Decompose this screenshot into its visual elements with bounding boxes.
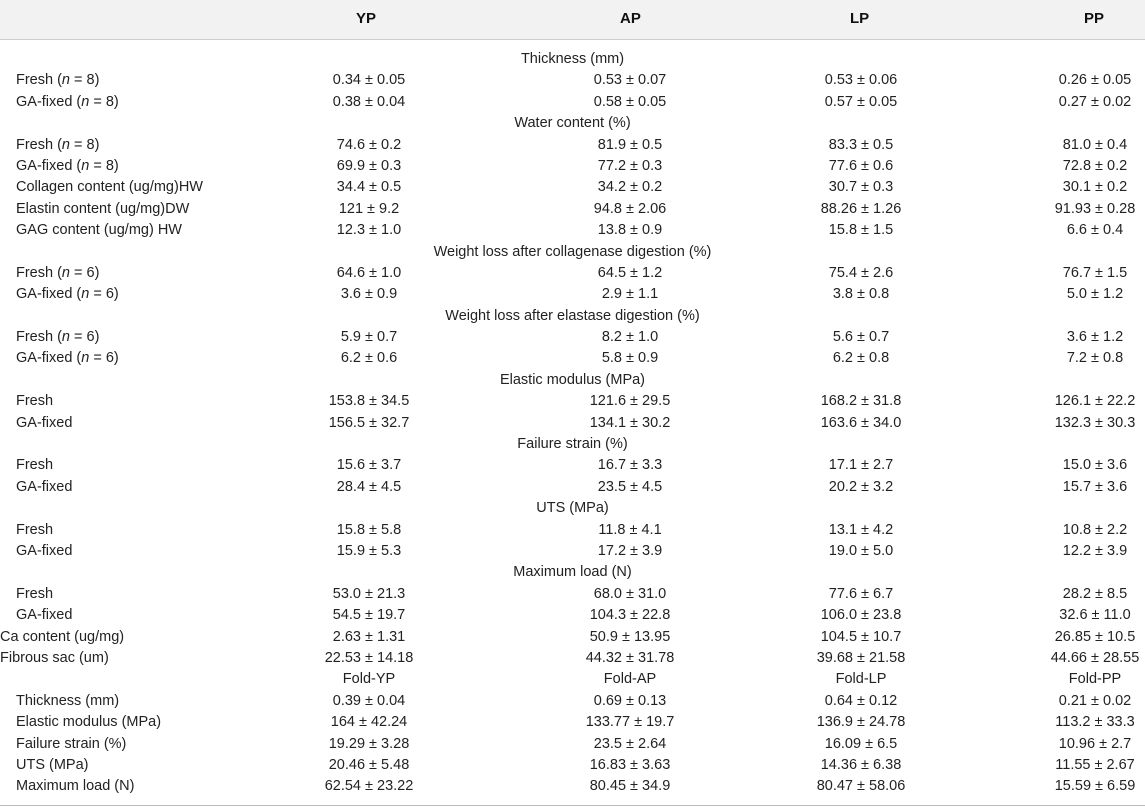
sample-size-value: = 6) (70, 329, 100, 346)
table-cell: 6.6 ± 0.4 (1066, 222, 1124, 239)
table-cell: 11.8 ± 4.1 (598, 521, 662, 538)
sample-size-symbol: n (61, 264, 70, 281)
table-cell: 134.1 ± 30.2 (589, 414, 671, 431)
table-cell: 15.7 ± 3.6 (1062, 478, 1128, 495)
table-cell: 23.5 ± 4.5 (597, 478, 663, 495)
row-label (16, 734, 126, 755)
row-label-text: Fresh (16, 585, 54, 602)
table-row (0, 776, 1145, 797)
table-cell: 72.8 ± 0.2 (1062, 157, 1128, 174)
table-row (0, 391, 1145, 412)
section-title: Weight loss after elastase digestion (%) (445, 307, 700, 324)
table-cell: Fold-LP (835, 671, 887, 688)
row-label (16, 691, 119, 712)
table-cell: 26.85 ± 10.5 (1054, 628, 1136, 645)
table-cell: 64.6 ± 1.0 (336, 264, 402, 281)
row-label (16, 92, 119, 113)
table-cell: 74.6 ± 0.2 (336, 136, 402, 153)
table-row (0, 284, 1145, 305)
row-label (16, 348, 119, 369)
row-label-text: GA-fixed (16, 478, 73, 495)
sample-size-symbol: n (81, 286, 90, 303)
table-cell: 0.53 ± 0.07 (593, 72, 667, 89)
section-title: Failure strain (%) (517, 436, 628, 453)
table-cell: 113.2 ± 33.3 (1055, 714, 1135, 731)
table-cell: 126.1 ± 22.2 (1054, 393, 1136, 410)
table-cell: 3.6 ± 1.2 (1066, 329, 1124, 346)
table-cell: 62.54 ± 23.22 (324, 778, 414, 795)
table-cell: 15.6 ± 3.7 (336, 457, 402, 474)
table-cell: 0.27 ± 0.02 (1058, 93, 1132, 110)
table-cell: 3.6 ± 0.9 (340, 286, 398, 303)
table-cell: 15.8 ± 1.5 (828, 222, 894, 239)
section-header-row (0, 242, 1145, 263)
table-row (0, 627, 1145, 648)
row-label (16, 327, 99, 348)
table-cell: 34.4 ± 0.5 (336, 179, 402, 196)
table-cell: 153.8 ± 34.5 (328, 393, 410, 410)
table-cell: 23.5 ± 2.64 (593, 735, 667, 752)
section-header-row (0, 49, 1145, 70)
section-header-row (0, 306, 1145, 327)
row-label (16, 284, 119, 305)
table-cell: 32.6 ± 11.0 (1059, 607, 1131, 624)
section-title: Elastic modulus (MPa) (499, 371, 646, 388)
table-row (0, 477, 1145, 498)
row-label-text: GA-fixed (16, 414, 73, 431)
table-cell: 3.8 ± 0.8 (832, 286, 890, 303)
row-label (16, 584, 53, 605)
table-row (0, 177, 1145, 198)
table-cell: 88.26 ± 1.26 (820, 200, 902, 217)
table-cell: 0.57 ± 0.05 (824, 93, 898, 110)
table-row (0, 541, 1145, 562)
table-cell: 44.32 ± 31.78 (585, 649, 675, 666)
row-label-text: Thickness (mm) (16, 692, 120, 709)
section-header-row (0, 370, 1145, 391)
table-cell: 44.66 ± 28.55 (1050, 649, 1140, 666)
sample-size-value: = 6) (89, 350, 119, 367)
row-label-text: GA-fixed ( (16, 93, 82, 110)
table-cell: 5.8 ± 0.9 (601, 350, 659, 367)
row-label-text: Fresh (16, 393, 54, 410)
table-cell: 34.2 ± 0.2 (597, 179, 663, 196)
table-cell: 53.0 ± 21.3 (332, 585, 406, 602)
sample-size-value: = 6) (70, 264, 100, 281)
row-label (16, 177, 203, 198)
section-title: Maximum load (N) (513, 564, 632, 581)
row-label (16, 541, 72, 562)
row-label-text: Maximum load (N) (16, 778, 135, 795)
table-cell: 133.77 ± 19.7 (585, 714, 675, 731)
table-cell: 16.7 ± 3.3 (597, 457, 663, 474)
row-label (16, 199, 189, 220)
row-label (0, 648, 109, 669)
table-row (0, 327, 1145, 348)
sample-size-symbol: n (81, 157, 90, 174)
table-cell: 69.9 ± 0.3 (336, 157, 402, 174)
row-label (16, 520, 53, 541)
row-label (16, 455, 53, 476)
row-label-text: GA-fixed ( (16, 350, 82, 367)
sample-size-symbol: n (61, 329, 70, 346)
table-cell: 168.2 ± 31.8 (820, 393, 902, 410)
table-cell: 30.7 ± 0.3 (828, 179, 894, 196)
row-label (16, 712, 161, 733)
row-label-text: Fresh (16, 457, 54, 474)
table-cell: 10.8 ± 2.2 (1062, 521, 1128, 538)
row-label (16, 70, 99, 91)
table-body (0, 49, 1145, 798)
row-label-text: GA-fixed (16, 542, 73, 559)
table-cell: 104.3 ± 22.8 (589, 607, 671, 624)
table-cell: 156.5 ± 32.7 (328, 414, 410, 431)
table-cell: 19.29 ± 3.28 (328, 735, 410, 752)
row-label-text: Elastic modulus (MPa) (16, 714, 162, 731)
table-cell: 39.68 ± 21.58 (816, 649, 906, 666)
row-label-text: Ca content (ug/mg) (0, 628, 125, 645)
table-row (0, 92, 1145, 113)
row-label-text: Fresh ( (16, 136, 62, 153)
table-cell: 5.0 ± 1.2 (1066, 286, 1124, 303)
table-cell: 17.2 ± 3.9 (597, 542, 663, 559)
table-row (0, 135, 1145, 156)
table-cell: 28.4 ± 4.5 (336, 478, 402, 495)
table-cell: 5.6 ± 0.7 (832, 329, 890, 346)
table-cell: 164 ± 42.24 (330, 714, 408, 731)
table-cell: 76.7 ± 1.5 (1062, 264, 1128, 281)
table-cell: 12.2 ± 3.9 (1062, 542, 1128, 559)
table-cell: 7.2 ± 0.8 (1066, 350, 1124, 367)
table-cell: 104.5 ± 10.7 (820, 628, 902, 645)
row-label-text: Fibrous sac (um) (0, 649, 109, 666)
section-header-row (0, 434, 1145, 455)
row-label-text: UTS (MPa) (16, 756, 89, 773)
table-row (0, 156, 1145, 177)
row-label (16, 477, 72, 498)
table-row (0, 669, 1145, 690)
table-cell: 20.46 ± 5.48 (328, 756, 410, 773)
table-cell: 163.6 ± 34.0 (820, 414, 902, 431)
table-row (0, 734, 1145, 755)
row-label-text: Elastin content (ug/mg)DW (16, 200, 190, 217)
table-cell: 5.9 ± 0.7 (340, 329, 398, 346)
row-label (16, 755, 89, 776)
table-cell: 91.93 ± 0.28 (1054, 200, 1136, 217)
table-cell: 2.9 ± 1.1 (601, 286, 659, 303)
table-header (0, 0, 1145, 40)
column-header-yp: YP (356, 10, 377, 27)
table-cell: 75.4 ± 2.6 (828, 264, 894, 281)
table-cell: 0.26 ± 0.05 (1058, 72, 1132, 89)
table-row (0, 348, 1145, 369)
row-label (16, 605, 72, 626)
row-label (16, 776, 134, 797)
table-cell: 30.1 ± 0.2 (1062, 179, 1128, 196)
table-cell: 0.53 ± 0.06 (824, 72, 898, 89)
table-cell: 6.2 ± 0.6 (340, 350, 398, 367)
table-cell: 15.0 ± 3.6 (1062, 457, 1128, 474)
row-label-text: GA-fixed ( (16, 286, 82, 303)
table-row (0, 220, 1145, 241)
sample-size-value: = 8) (70, 136, 100, 153)
table-cell: 83.3 ± 0.5 (828, 136, 894, 153)
sample-size-value: = 8) (89, 93, 119, 110)
table-cell: 54.5 ± 19.7 (332, 607, 406, 624)
table-cell: 50.9 ± 13.95 (589, 628, 671, 645)
table-cell: Fold-AP (603, 671, 657, 688)
column-header-lp: LP (850, 10, 870, 27)
table-cell: 0.38 ± 0.04 (332, 93, 406, 110)
table-row (0, 584, 1145, 605)
row-label-text: Fresh (16, 521, 54, 538)
table-cell: 0.69 ± 0.13 (593, 692, 667, 709)
row-label-text: GA-fixed (16, 607, 73, 624)
table-row (0, 712, 1145, 733)
row-label-text: Failure strain (%) (16, 735, 127, 752)
table-row (0, 605, 1145, 626)
table-cell: 106.0 ± 23.8 (820, 607, 902, 624)
table-cell: 0.64 ± 0.12 (824, 692, 898, 709)
table-cell: 6.2 ± 0.8 (832, 350, 890, 367)
section-header-row (0, 113, 1145, 134)
table-cell: 15.59 ± 6.59 (1054, 778, 1136, 795)
table-cell: 20.2 ± 3.2 (828, 478, 894, 495)
sample-size-symbol: n (61, 136, 70, 153)
sample-size-value: = 8) (70, 72, 100, 89)
table-bottom-rule (0, 805, 1145, 806)
section-header-row (0, 562, 1145, 583)
table-cell: 80.47 ± 58.06 (816, 778, 906, 795)
table-cell: 19.0 ± 5.0 (828, 542, 894, 559)
column-header-pp: PP (1084, 10, 1105, 27)
table-cell: 2.63 ± 1.31 (332, 628, 406, 645)
table-cell: 68.0 ± 31.0 (593, 585, 667, 602)
section-title: Thickness (mm) (520, 51, 625, 67)
table-cell: 15.8 ± 5.8 (336, 521, 402, 538)
table-cell: 12.3 ± 1.0 (336, 222, 402, 239)
table-row (0, 413, 1145, 434)
table-cell: 14.36 ± 6.38 (820, 756, 902, 773)
table-cell: 94.8 ± 2.06 (593, 200, 667, 217)
sample-size-symbol: n (61, 72, 70, 89)
table-row (0, 263, 1145, 284)
table-cell: 11.55 ± 2.67 (1055, 756, 1135, 773)
table-cell: 10.96 ± 2.7 (1058, 735, 1132, 752)
table-cell: Fold-YP (342, 671, 396, 688)
row-label (16, 263, 99, 284)
table-cell: 77.2 ± 0.3 (597, 157, 663, 174)
table-cell: 0.39 ± 0.04 (332, 692, 406, 709)
sample-size-symbol: n (81, 350, 90, 367)
row-label (16, 135, 99, 156)
table-cell: 132.3 ± 30.3 (1054, 414, 1136, 431)
row-label (16, 220, 182, 241)
table-cell: 121.6 ± 29.5 (589, 393, 671, 410)
row-label (16, 156, 119, 177)
row-label (16, 413, 72, 434)
table-cell: 77.6 ± 6.7 (828, 585, 894, 602)
table-cell: 15.9 ± 5.3 (336, 542, 402, 559)
table-cell: 28.2 ± 8.5 (1062, 585, 1128, 602)
table-cell: 77.6 ± 0.6 (828, 157, 894, 174)
column-header-ap: AP (620, 10, 641, 27)
row-label-text: Fresh ( (16, 264, 62, 281)
section-title: Water content (%) (514, 115, 631, 132)
sample-size-symbol: n (81, 93, 90, 110)
row-label (0, 627, 124, 648)
sample-size-value: = 6) (89, 286, 119, 303)
table-cell: 0.21 ± 0.02 (1058, 692, 1132, 709)
table-row (0, 199, 1145, 220)
row-label-text: GAG content (ug/mg) HW (16, 222, 182, 239)
table-cell: 13.8 ± 0.9 (597, 222, 663, 239)
table-cell: 64.5 ± 1.2 (597, 264, 663, 281)
table-cell: 80.45 ± 34.9 (589, 778, 671, 795)
table-cell: 22.53 ± 14.18 (324, 649, 414, 666)
table-cell: 121 ± 9.2 (338, 200, 400, 217)
table-row (0, 691, 1145, 712)
table-cell: 136.9 ± 24.78 (816, 714, 906, 731)
table-cell: 16.09 ± 6.5 (824, 735, 898, 752)
sample-size-value: = 8) (89, 157, 119, 174)
table-cell: 81.0 ± 0.4 (1062, 136, 1128, 153)
row-label-text: Collagen content (ug/mg)HW (16, 179, 203, 196)
row-label-text: GA-fixed ( (16, 157, 82, 174)
row-label (16, 391, 53, 412)
table-cell: 81.9 ± 0.5 (597, 136, 663, 153)
table-cell: 0.34 ± 0.05 (332, 72, 406, 89)
table-cell: Fold-PP (1068, 671, 1122, 688)
table-cell: 0.58 ± 0.05 (593, 93, 667, 110)
table-row (0, 755, 1145, 776)
table-row (0, 648, 1145, 669)
table-row (0, 455, 1145, 476)
section-header-row (0, 498, 1145, 519)
row-label-text: Fresh ( (16, 329, 62, 346)
row-label-text: Fresh ( (16, 72, 62, 89)
table-cell: 8.2 ± 1.0 (601, 329, 659, 346)
table-cell: 17.1 ± 2.7 (828, 457, 894, 474)
table-cell: 13.1 ± 4.2 (828, 521, 894, 538)
table-cell: 16.83 ± 3.63 (589, 756, 671, 773)
section-title: UTS (MPa) (536, 500, 609, 517)
table-row (0, 520, 1145, 541)
table-row (0, 70, 1145, 91)
section-title: Weight loss after collagenase digestion (%) (433, 243, 712, 260)
